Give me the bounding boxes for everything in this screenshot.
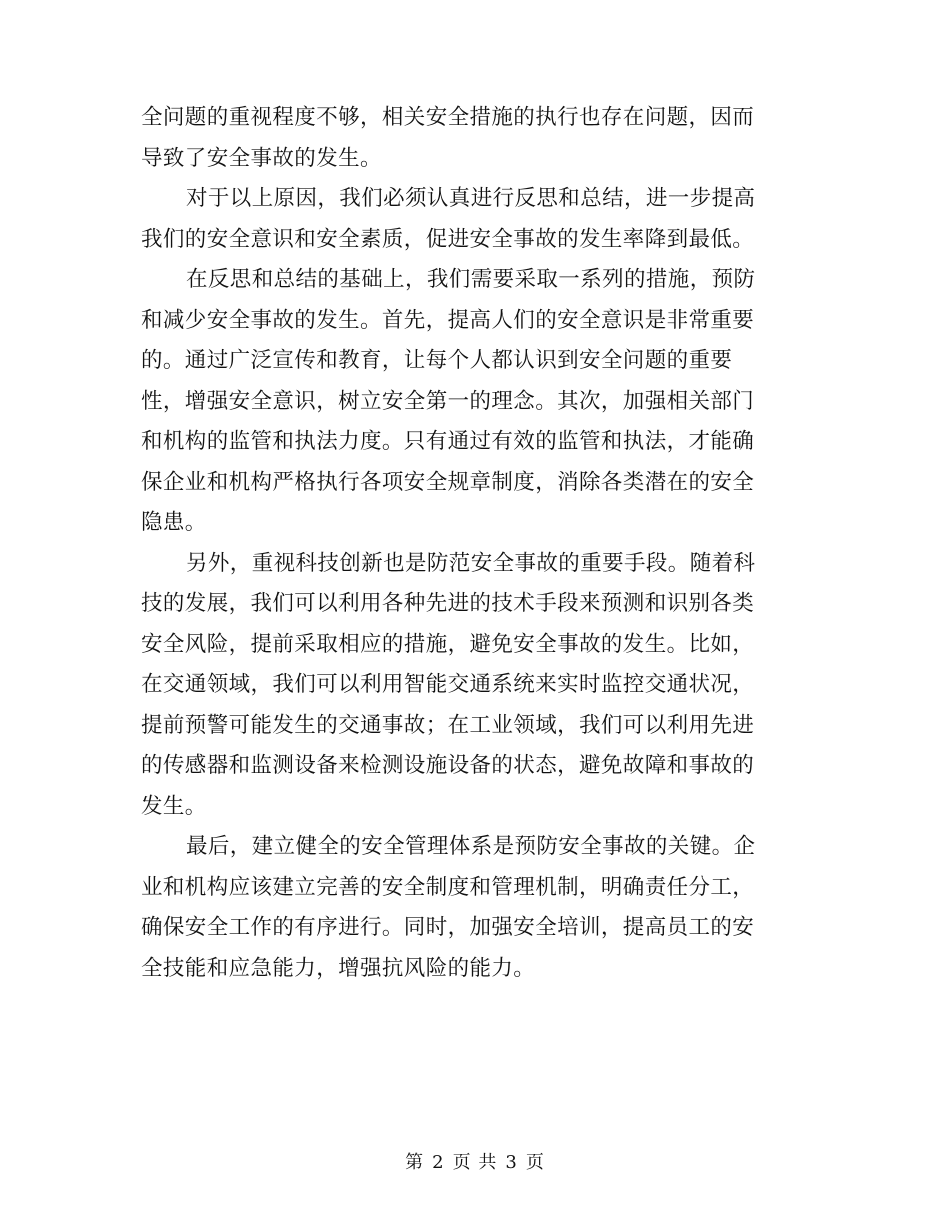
text-line: 在反思和总结的基础上，我们需要采取一系列的措施，预防 [186,267,756,292]
paragraph-4 [141,544,809,828]
text-line: 在交通领域，我们可以利用智能交通系统来实时监控交通状况， [141,672,755,697]
document-body [141,98,809,989]
text-line: 隐患。 [141,510,207,535]
paragraph-2 [141,179,809,260]
text-line: 全技能和应急能力，增强抗风险的能力。 [141,955,536,981]
text-line: 和减少安全事故的发生。首先，提高人们的安全意识是非常重要 [141,307,755,333]
text-line: 另外，重视科技创新也是防范安全事故的重要手段。随着科 [186,550,756,576]
text-line: 确保安全工作的有序进行。同时，加强安全培训，提高员工的安 [141,915,755,940]
text-line: 业和机构应该建立完善的安全制度和管理机制，明确责任分工， [141,874,755,900]
text-line: 我们的安全意识和安全素质，促进安全事故的发生率降到最低。 [141,226,755,252]
text-line: 发生。 [141,793,207,819]
paragraph-1 [141,98,809,179]
text-line: 和机构的监管和执法力度。只有通过有效的监管和执法，才能确 [141,429,755,454]
page-number-footer [0,1148,950,1174]
page-suffix: 页 [525,1152,545,1173]
paragraph-3 [141,260,809,544]
text-line: 提前预警可能发生的交通事故；在工业领域，我们可以利用先进 [141,712,755,738]
current-page-number: 2 [432,1152,445,1173]
total-page-number: 3 [505,1152,518,1173]
text-line: 性，增强安全意识，树立安全第一的理念。其次，加强相关部门 [141,388,755,414]
page-prefix: 第 [405,1152,425,1173]
text-line: 对于以上原因，我们必须认真进行反思和总结，进一步提高 [186,186,756,211]
text-line: 最后，建立健全的安全管理体系是预防安全事故的关键。企 [186,834,756,859]
paragraph-5 [141,827,809,989]
text-line: 保企业和机构严格执行各项安全规章制度，消除各类潜在的安全 [141,469,755,495]
text-line: 导致了安全事故的发生。 [141,145,382,171]
page-middle-text: 页 共 [452,1152,498,1173]
text-line: 的传感器和监测设备来检测设施设备的状态，避免故障和事故的 [141,753,755,778]
text-line: 安全风险，提前采取相应的措施，避免安全事故的发生。比如， [141,631,755,657]
text-line: 技的发展，我们可以利用各种先进的技术手段来预测和识别各类 [141,591,755,616]
text-line: 全问题的重视程度不够，相关安全措施的执行也存在问题，因而 [141,105,755,130]
text-line: 的。通过广泛宣传和教育，让每个人都认识到安全问题的重要 [141,348,733,373]
